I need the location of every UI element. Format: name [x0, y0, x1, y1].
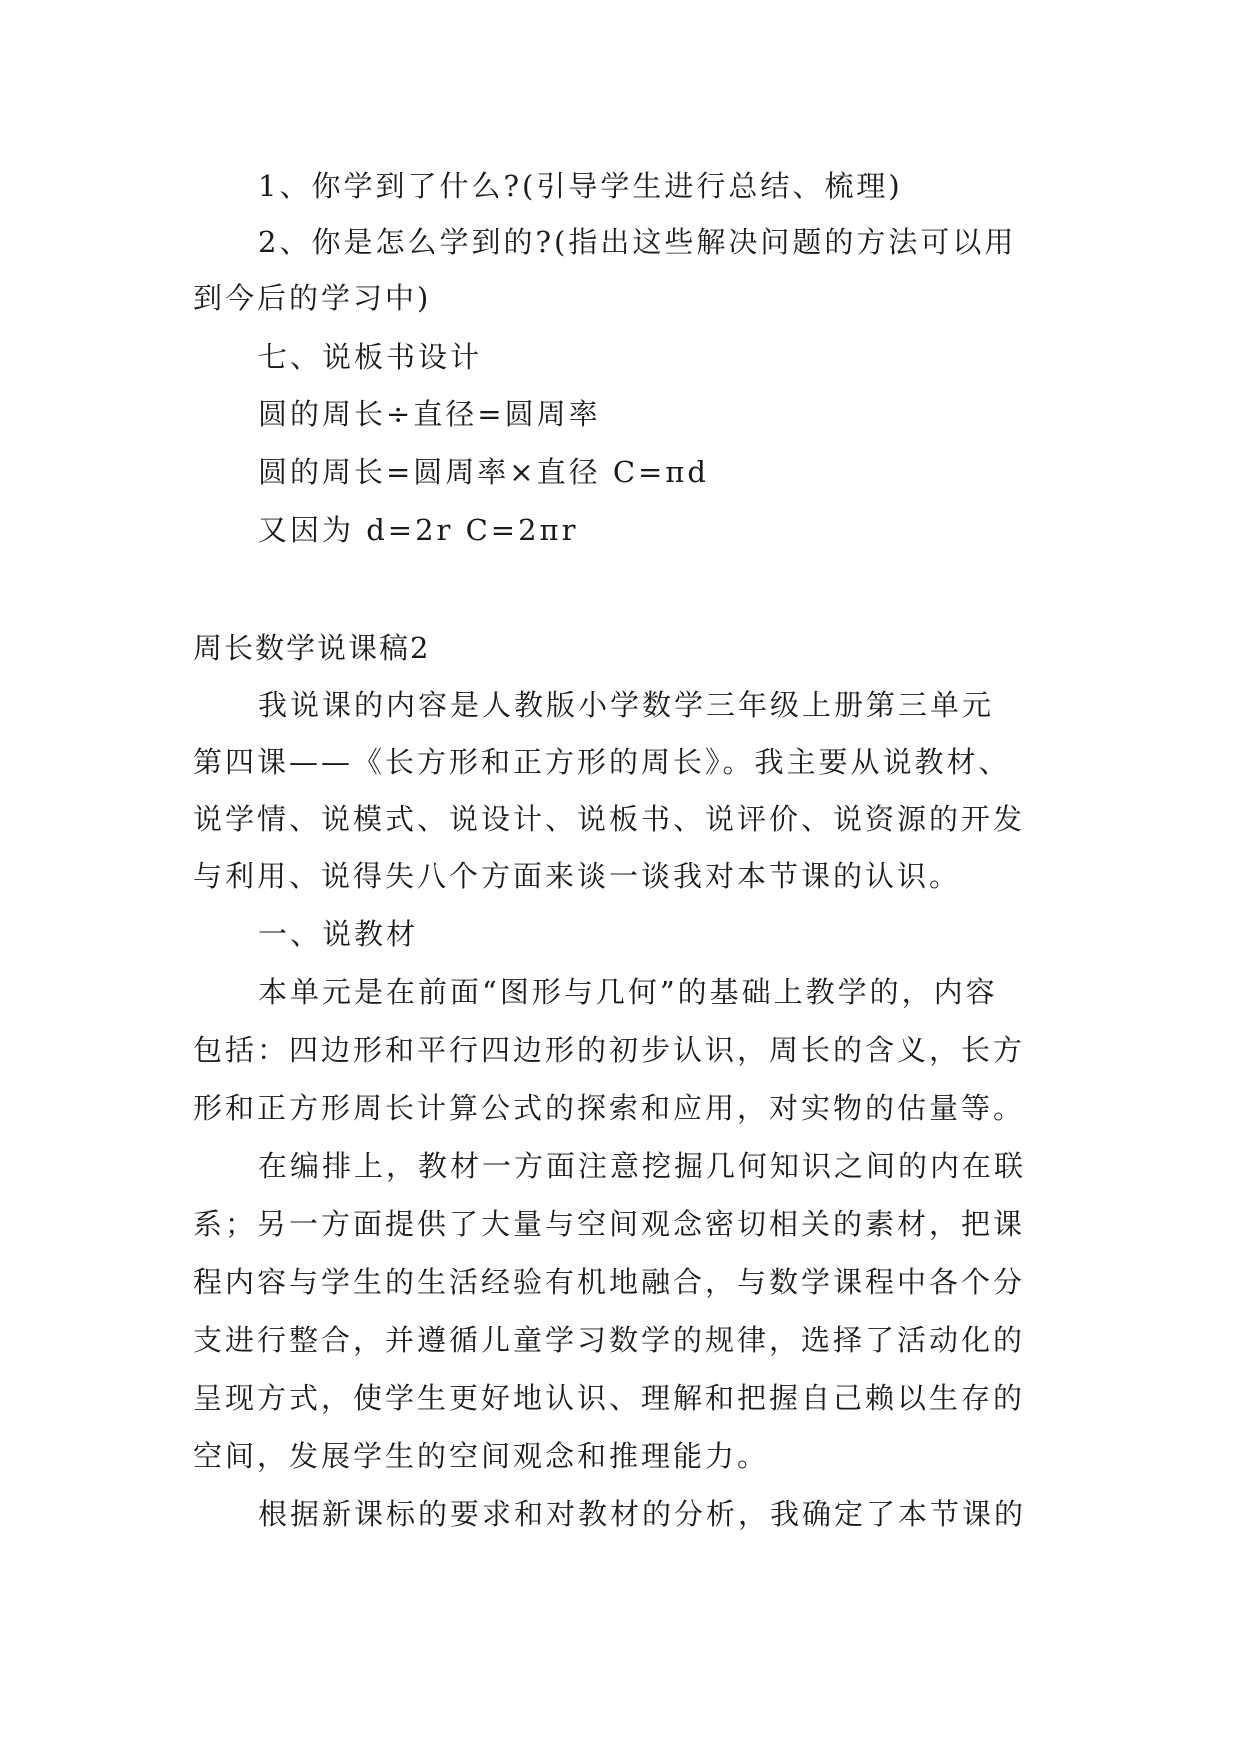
textbook-heading: 一、说教材: [258, 917, 419, 951]
arrangement-line-6: 空间，发展学生的空间观念和推理能力。: [193, 1439, 770, 1473]
unit-content-line-1: 本单元是在前面“图形与几何”的基础上教学的，内容: [258, 975, 998, 1009]
formula-pi-definition: 圆的周长÷直径=圆周率: [258, 397, 601, 431]
arrangement-line-5: 呈现方式，使学生更好地认识、理解和把握自己赖以生存的: [193, 1381, 1026, 1415]
summary-question-2-line-1: 2、你是怎么学到的?(指出这些解决问题的方法可以用: [258, 225, 1017, 259]
formula-circumference-diameter: 圆的周长=圆周率×直径 C=πd: [258, 455, 709, 489]
formula-circumference-radius: 又因为 d=2r C=2πr: [258, 513, 579, 547]
intro-paragraph-line-4: 与利用、说得失八个方面来谈一谈我对本节课的认识。: [193, 859, 962, 893]
intro-paragraph-line-3: 说学情、说模式、说设计、说板书、说评价、说资源的开发: [193, 802, 1026, 836]
arrangement-line-1: 在编排上，教材一方面注意挖掘几何知识之间的内在联: [258, 1149, 1027, 1183]
intro-paragraph-line-2: 第四课——《长方形和正方形的周长》。我主要从说教材、: [193, 745, 1011, 779]
summary-question-1: 1、你学到了什么?(引导学生进行总结、梳理): [258, 169, 903, 203]
objectives-intro-line-1: 根据新课标的要求和对教材的分析，我确定了本节课的: [258, 1497, 1027, 1531]
blackboard-design-heading: 七、说板书设计: [258, 340, 483, 374]
unit-content-line-2: 包括：四边形和平行四边形的初步认识，周长的含义，长方: [193, 1033, 1026, 1067]
section-title: 周长数学说课稿2: [193, 631, 431, 665]
arrangement-line-3: 程内容与学生的生活经验有机地融合，与数学课程中各个分: [193, 1265, 1026, 1299]
unit-content-line-3: 形和正方形周长计算公式的探索和应用，对实物的估量等。: [193, 1091, 1026, 1125]
summary-question-2-line-2: 到今后的学习中): [193, 281, 432, 315]
intro-paragraph-line-1: 我说课的内容是人教版小学数学三年级上册第三单元: [258, 688, 995, 722]
arrangement-line-2: 系；另一方面提供了大量与空间观念密切相关的素材，把课: [193, 1207, 1026, 1241]
arrangement-line-4: 支进行整合，并遵循儿童学习数学的规律，选择了活动化的: [193, 1323, 1026, 1357]
